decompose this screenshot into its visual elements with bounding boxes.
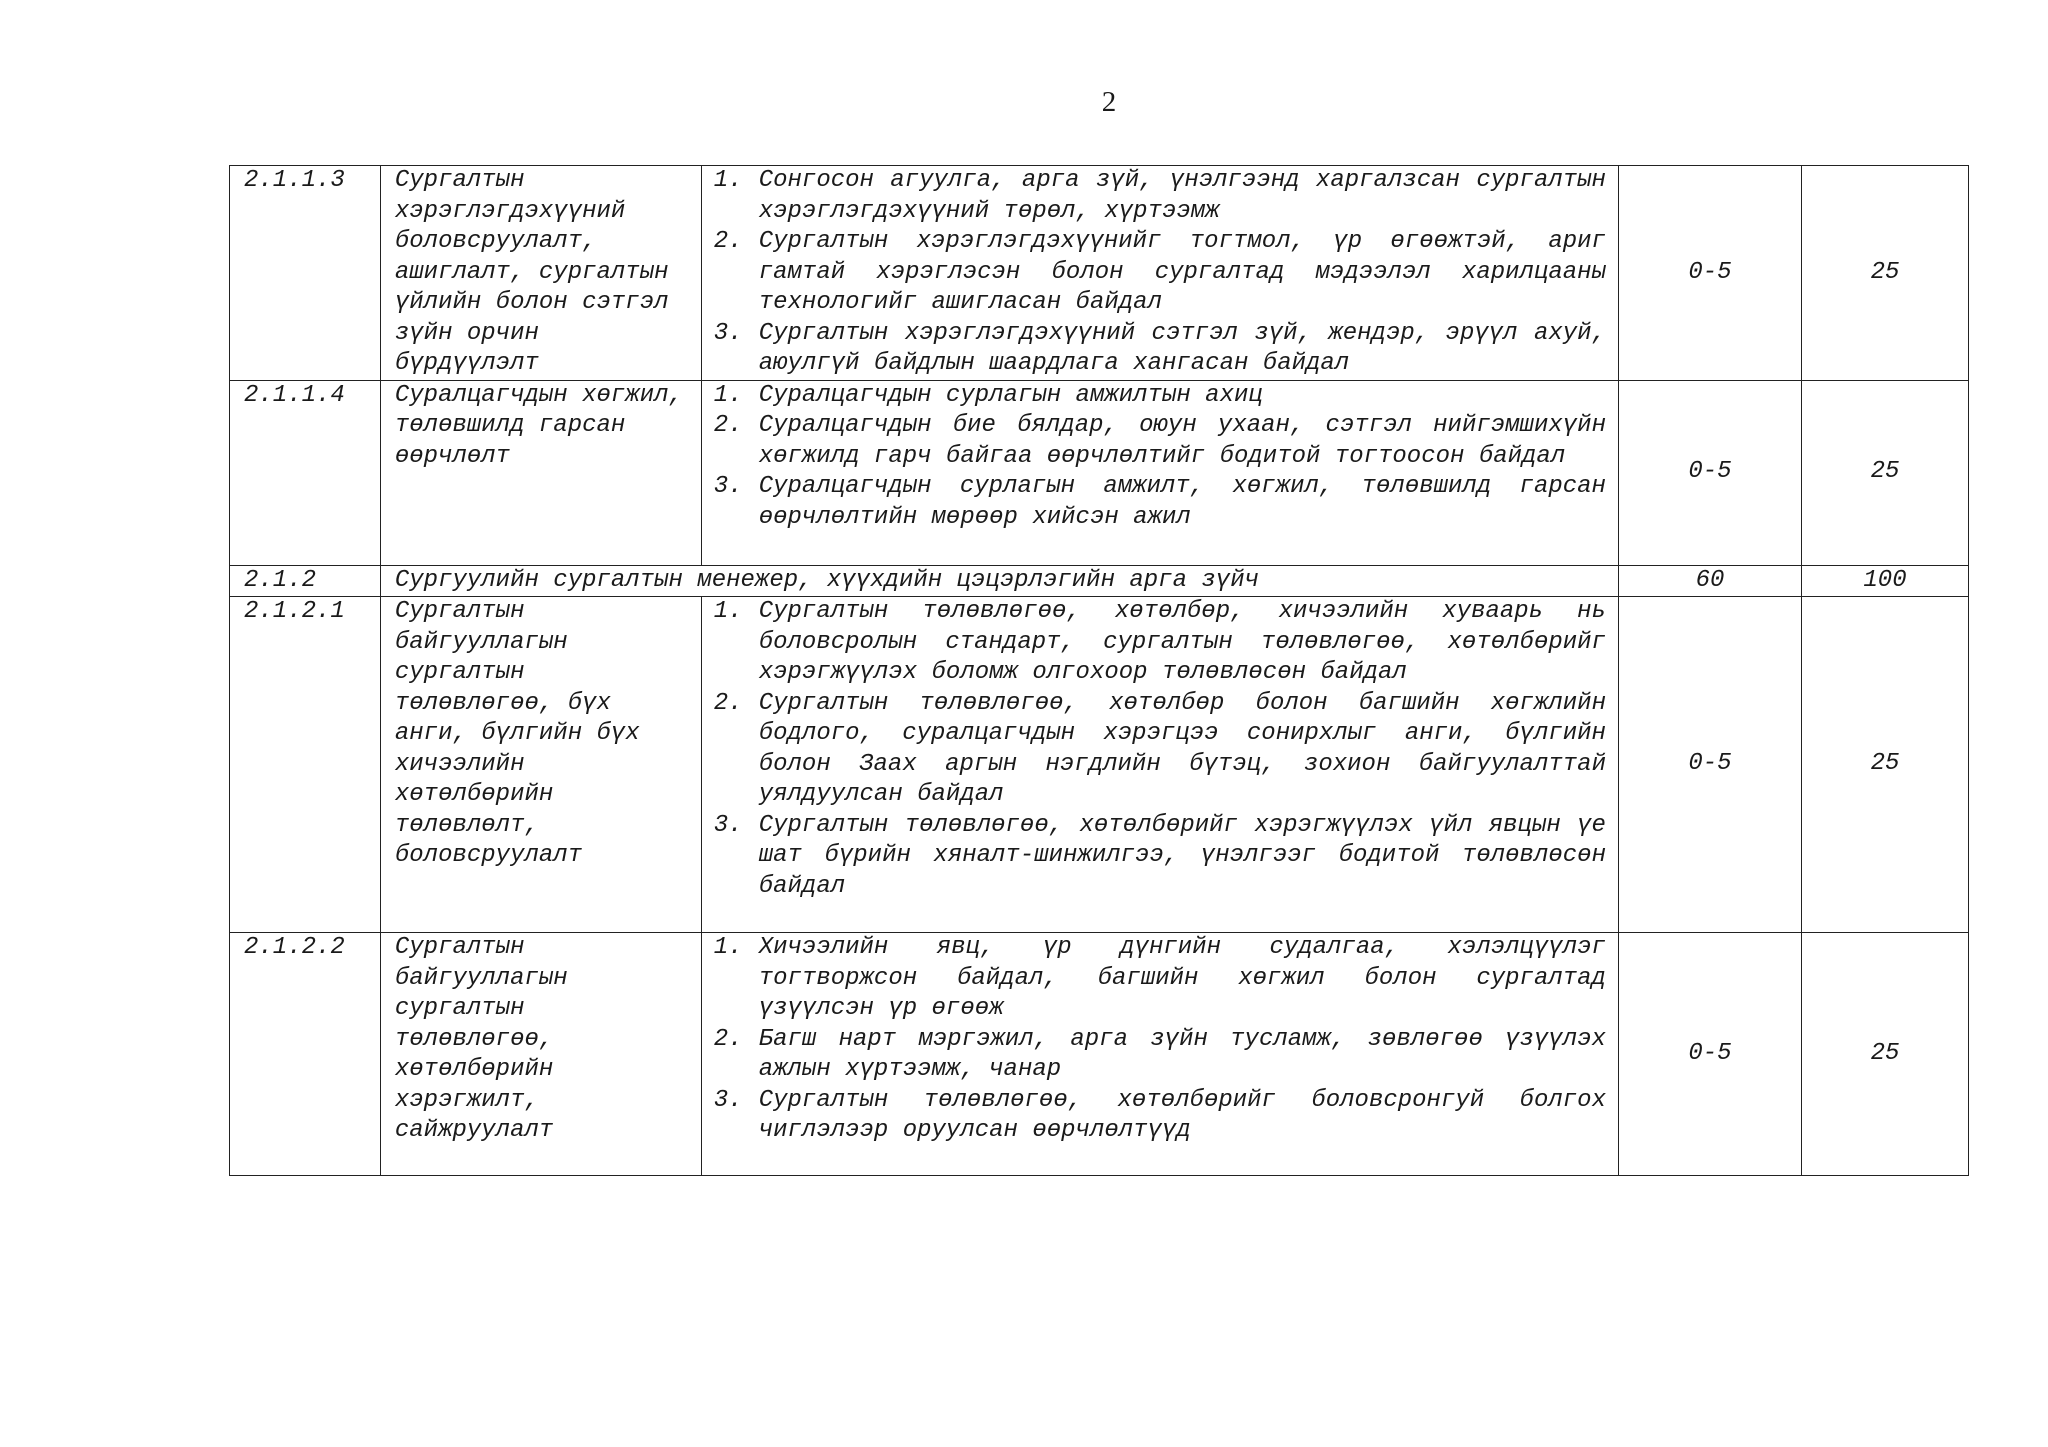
section-code: 2.1.2 <box>230 565 381 597</box>
item-text: Сургалтын төлөвлөгөө, хөтөлбөр болон багшийн хөгжлийн бодлого, суралцагчдын хэрэгцээ сонирхлыг анги, бүлгийн болон Заах аргын нэгдлийн бүтэц, зохион байгуулалттай уялдуулсан байдал <box>758 689 1606 808</box>
item-number: 3. <box>713 319 743 347</box>
criterion-code: 2.1.1.3 <box>230 166 381 381</box>
page-number: 2 <box>1101 86 1117 118</box>
item-text: Багш нарт мэргэжил, арга зүйн тусламж, зөвлөгөө үзүүлэх ажлын хүртээмж, чанар <box>758 1025 1606 1083</box>
requirements-cell <box>701 597 1618 933</box>
item-text: Сургалтын төлөвлөгөө, хөтөлбөрийг хэрэгжүүлэх үйл явцын үе шат бүрийн хяналт-шинжилгээ, үнэлгээг бодитой төлөвлөсөн байдал <box>758 811 1606 900</box>
list-item <box>714 689 1606 811</box>
section-row <box>230 565 1969 597</box>
criterion-code: 2.1.1.4 <box>230 380 381 565</box>
score-range: 0-5 <box>1618 597 1801 933</box>
max-score: 25 <box>1802 166 1969 381</box>
criterion-title: Сургалтын байгууллагын сургалтын төлөвлөгөө, бүх анги, бүлгийн бүх хичээлийн хөтөлбөрийн төлөвлөлт, боловсруулалт <box>380 597 701 933</box>
list-item <box>714 472 1606 533</box>
item-number: 2. <box>713 228 743 255</box>
section-score: 100 <box>1802 565 1969 597</box>
list-item <box>714 411 1606 472</box>
criterion-title: Сургалтын байгууллагын сургалтын төлөвлөгөө, хөтөлбөрийн хэрэгжилт, сайжруулалт <box>380 933 701 1176</box>
list-item <box>714 1025 1606 1086</box>
section-title: Сургуулийн сургалтын менежер, хүүхдийн цэцэрлэгийн арга зүйч <box>380 565 1618 597</box>
requirements-cell <box>701 166 1618 381</box>
item-text: Суралцагчдын сурлагын амжилт, хөгжил, төлөвшилд гарсан өөрчлөлтийн мөрөөр хийсэн ажил <box>758 473 1606 531</box>
score-range: 0-5 <box>1618 380 1801 565</box>
list-item <box>714 381 1606 412</box>
item-number: 3. <box>713 473 743 500</box>
item-text: Хичээлийн явц, үр дүнгийн судалгаа, хэлэлцүүлэг тогтворжсон байдал, багшийн хөгжил болон сургалтад үзүүлсэн үр өгөөж <box>758 934 1606 1022</box>
list-item <box>714 227 1606 319</box>
requirements-list <box>714 597 1606 902</box>
item-text: Сургалтын төлөвлөгөө, хөтөлбөрийг боловсронгуй болгох чиглэлээр оруулсан өөрчлөлтүүд <box>758 1086 1606 1144</box>
item-number: 2. <box>713 689 743 717</box>
criterion-code: 2.1.2.1 <box>230 597 381 933</box>
list-item <box>714 597 1606 689</box>
item-number: 1. <box>713 598 743 625</box>
requirements-list <box>714 381 1606 534</box>
item-text: Сургалтын хэрэглэгдэхүүний сэтгэл зүй, жендэр, эрүүл ахуй, аюулгүй байдлын шаардлага хангасан байдал <box>758 319 1606 377</box>
item-number: 3. <box>713 1086 743 1114</box>
item-number: 1. <box>713 167 743 194</box>
list-item <box>714 811 1606 903</box>
item-number: 2. <box>713 412 743 439</box>
item-text: Сургалтын хэрэглэгдэхүүнийг тогтмол, үр өгөөжтэй, ариг гамтай хэрэглэсэн болон сургалтад мэдээлэл харилцааны технологийг ашигласан байдал <box>758 228 1606 316</box>
criterion-title: Суралцагчдын хөгжил, төлөвшилд гарсан өөрчлөлт <box>380 380 701 565</box>
max-score: 25 <box>1802 597 1969 933</box>
list-item <box>714 319 1606 380</box>
table-row <box>230 166 1969 381</box>
criterion-code: 2.1.2.2 <box>230 933 381 1176</box>
table-row <box>230 597 1969 933</box>
requirements-list <box>714 933 1606 1147</box>
max-score: 25 <box>1802 380 1969 565</box>
requirements-cell <box>701 380 1618 565</box>
item-number: 2. <box>713 1025 743 1053</box>
criterion-title: Сургалтын хэрэглэгдэхүүний боловсруулалт, ашиглалт, сургалтын үйлийн болон сэтгэл зүйн орчин бүрдүүлэлт <box>380 166 701 381</box>
item-number: 1. <box>713 934 743 961</box>
item-text: Сургалтын төлөвлөгөө, хөтөлбөр, хичээлийн хуваарь нь боловсролын стандарт, сургалтын төлөвлөгөө, хөтөлбөрийг хэрэгжүүлэх боломж олгохоор төлөвлөсөн байдал <box>758 598 1606 686</box>
criteria-table <box>229 165 1969 1176</box>
table-row <box>230 380 1969 565</box>
list-item <box>714 1086 1606 1147</box>
item-number: 1. <box>713 381 743 409</box>
item-text: Суралцагчдын сурлагын амжилтын ахиц <box>758 381 1263 409</box>
item-text: Сонгосон агуулга, арга зүй, үнэлгээнд харгалзсан сургалтын хэрэглэгдэхүүний төрөл, хүртээмж <box>758 167 1606 225</box>
requirements-list <box>714 166 1606 380</box>
section-range: 60 <box>1618 565 1801 597</box>
max-score: 25 <box>1802 933 1969 1176</box>
requirements-cell <box>701 933 1618 1176</box>
item-text: Суралцагчдын бие бялдар, оюун ухаан, сэтгэл нийгэмшихүйн хөгжилд гарч байгаа өөрчлөлтийг бодитой тогтоосон байдал <box>758 412 1606 470</box>
item-number: 3. <box>713 811 743 839</box>
table-row <box>230 933 1969 1176</box>
list-item <box>714 933 1606 1025</box>
score-range: 0-5 <box>1618 166 1801 381</box>
list-item <box>714 166 1606 227</box>
score-range: 0-5 <box>1618 933 1801 1176</box>
